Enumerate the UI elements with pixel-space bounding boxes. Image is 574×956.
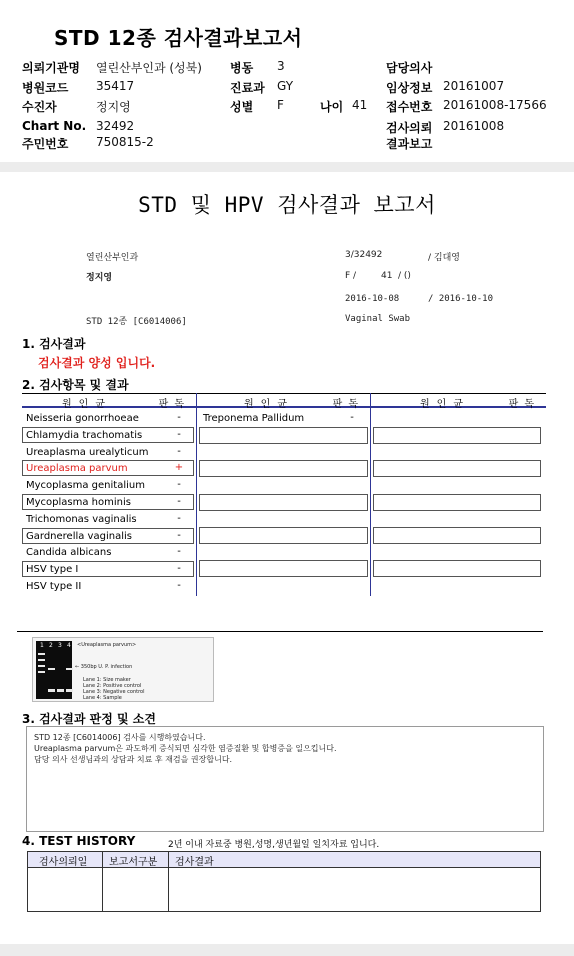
section-separator <box>0 162 574 172</box>
section3-title: 3. 검사결과 판정 및 소견 <box>22 712 156 726</box>
history-header-type: 보고서구분 <box>109 857 158 868</box>
column-divider <box>370 393 371 596</box>
positive-band <box>48 668 55 670</box>
pathogen-judgment: - <box>177 479 181 491</box>
pathogen-judgment: - <box>177 428 181 440</box>
pathogen-judgment: - <box>177 529 181 541</box>
pathogen-name: Neisseria gonorrhoeae <box>26 413 139 424</box>
judgment-header: 판독 <box>508 399 540 410</box>
age-label: 나이 <box>320 100 344 114</box>
sex-label: 성별 <box>230 100 254 114</box>
ladder-band <box>38 653 45 655</box>
hospital-code-label: 병원코드 <box>22 81 69 95</box>
history-header-result: 검사결과 <box>175 857 214 868</box>
lane-number: 4 <box>67 642 71 649</box>
ladder-band <box>38 671 45 673</box>
report-divider <box>17 631 543 632</box>
opinion-line-3: 담당 의사 선생님과의 상담과 치료 후 재검을 권장합니다. <box>34 755 233 764</box>
history-column-divider <box>168 852 169 911</box>
clinic-name: 열린산부인과 <box>86 253 139 263</box>
primer-band <box>48 689 55 692</box>
empty-result-slot <box>199 560 368 577</box>
pathogen-name: HSV type II <box>26 581 82 592</box>
empty-result-slot <box>373 527 541 544</box>
requester-value: 열린산부인과 (성북) <box>96 61 202 75</box>
gel-band-label: ← 350bp U. P. infection <box>75 664 133 670</box>
column-divider <box>196 393 197 596</box>
empty-result-slot <box>373 427 541 444</box>
lane-number: 3 <box>58 642 62 649</box>
date-received: 2016-10-08 <box>345 294 400 304</box>
gel-legend-4: Lane 4: Sample <box>83 695 122 701</box>
pathogen-header: 원인균 <box>62 399 112 410</box>
resident-number-value: 750815-2 <box>96 135 154 149</box>
chart-number-value: 32492 <box>96 119 135 133</box>
pathogen-judgment: - <box>177 412 181 423</box>
pathogen-header: 원인균 <box>420 399 470 410</box>
pathogen-judgment: - <box>177 496 181 507</box>
sample-band <box>66 668 73 670</box>
pathogen-judgment: - <box>177 563 181 575</box>
column-header-1 <box>22 393 196 408</box>
lane-number: 2 <box>49 642 53 649</box>
gel-photo <box>36 641 72 699</box>
age-suffix: / () <box>398 271 411 281</box>
sex-value: F <box>277 98 284 112</box>
section1-title: 1. 검사결과 <box>22 337 86 351</box>
pathogen-name: Ureaplasma urealyticum <box>26 446 149 458</box>
empty-result-slot <box>199 494 368 511</box>
specimen-type: Vaginal Swab <box>345 314 411 324</box>
judgment-header: 판독 <box>158 399 190 410</box>
opinion-line-1: STD 12종 [C6014006] 검사를 시행하였습니다. <box>34 733 206 742</box>
doctor-label: 담당의사 <box>386 61 433 75</box>
opinion-box <box>26 726 544 832</box>
empty-result-slot <box>199 527 368 544</box>
pathogen-name: Trichomonas vaginalis <box>26 513 137 525</box>
lane-number: 1 <box>40 642 44 649</box>
resident-number-label: 주민번호 <box>22 137 69 151</box>
gel-electrophoresis-image <box>32 637 214 702</box>
ward-value: 3 <box>277 59 285 73</box>
age-value: 41 <box>352 98 368 112</box>
patient-id: 3/32492 <box>345 250 383 260</box>
pathogen-name: Chlamydia trachomatis <box>26 429 143 441</box>
primer-band <box>57 689 64 692</box>
pathogen-judgment: - <box>177 512 181 524</box>
pathogen-treponema: Treponema Pallidum <box>203 413 305 424</box>
pathogen-judgment: - <box>177 580 181 591</box>
gel-legend-3: Lane 3: Negative control <box>83 689 145 695</box>
pathogen-name: Gardnerella vaginalis <box>26 530 132 542</box>
clinical-info-value: 20161007 <box>443 79 505 93</box>
pathogen-judgment: - <box>177 445 181 457</box>
report-header <box>0 0 574 162</box>
empty-result-slot <box>373 560 541 577</box>
doctor-name: / 김대영 <box>428 253 460 263</box>
sex-value-small: F / <box>345 271 357 281</box>
history-note: 2년 이내 자료중 병원,성명,생년월일 일치자료 입니다. <box>168 840 380 850</box>
date-reported: / 2016-10-10 <box>428 294 494 304</box>
empty-result-slot <box>373 494 541 511</box>
request-date-value: 20161008 <box>443 119 505 133</box>
gel-legend-1: Lane 1: Size maker <box>83 677 131 683</box>
report-title: STD 12종 검사결과보고서 <box>54 26 303 50</box>
result-report-label: 결과보고 <box>386 137 433 151</box>
age-value-small: 41 <box>381 271 393 281</box>
ward-label: 병동 <box>230 61 254 75</box>
receipt-number-label: 접수번호 <box>386 100 433 114</box>
history-header-date: 검사의뢰일 <box>39 857 88 868</box>
pathogen-name: Mycoplasma genitalium <box>26 480 145 492</box>
ladder-band <box>38 665 45 667</box>
column-header-2 <box>196 393 370 408</box>
patient-value: 정지영 <box>96 100 131 114</box>
positive-result-message: 검사결과 양성 입니다. <box>38 356 156 370</box>
judgment-header: 판독 <box>332 399 364 410</box>
pathogen-judgment: - <box>177 546 181 558</box>
bottom-separator <box>0 944 574 956</box>
column-header-3 <box>370 393 546 408</box>
primer-band <box>66 689 73 692</box>
patient-label: 수진자 <box>22 100 57 114</box>
pathogen-header: 원인균 <box>244 399 294 410</box>
ladder-band <box>38 659 45 661</box>
pathogen-name: HSV type I <box>26 564 79 576</box>
opinion-line-2: Ureaplasma parvum은 과도하게 증식되면 심각한 염증질환 및 합병증을 일으킵니다. <box>34 744 337 753</box>
clinical-info-label: 임상정보 <box>386 81 433 95</box>
pathogen-judgment: + <box>174 462 184 474</box>
test-code: STD 12종 [C6014006] <box>86 317 187 327</box>
sub-report-title: STD 및 HPV 검사결과 보고서 <box>138 193 436 217</box>
dept-label: 진료과 <box>230 81 265 95</box>
receipt-number-value: 20161008-17566 <box>443 98 547 112</box>
section4-title: 4. TEST HISTORY <box>22 834 136 848</box>
pathogen-name: Mycoplasma hominis <box>26 497 131 508</box>
history-column-divider <box>102 852 103 911</box>
history-header-row <box>28 852 540 868</box>
requester-label: 의뢰기관명 <box>22 61 80 75</box>
dept-value: GY <box>277 79 294 93</box>
gel-legend-2: Lane 2: Positive control <box>83 683 142 689</box>
request-date-label: 검사의뢰 <box>386 121 433 135</box>
pathogen-name: Candida albicans <box>26 547 112 559</box>
patient-name: 정지영 <box>86 273 113 283</box>
empty-result-slot <box>373 460 541 477</box>
empty-result-slot <box>199 460 368 477</box>
pathogen-name: Ureaplasma parvum <box>26 463 128 475</box>
empty-result-slot <box>199 427 368 444</box>
hospital-code-value: 35417 <box>96 79 135 93</box>
gel-title: <Ureaplasma parvum> <box>77 642 137 648</box>
section2-title: 2. 검사항목 및 결과 <box>22 378 129 392</box>
result-table <box>22 393 546 596</box>
chart-number-label: Chart No. <box>22 119 87 133</box>
test-history-table <box>27 851 541 912</box>
judgment-treponema: - <box>350 412 354 423</box>
